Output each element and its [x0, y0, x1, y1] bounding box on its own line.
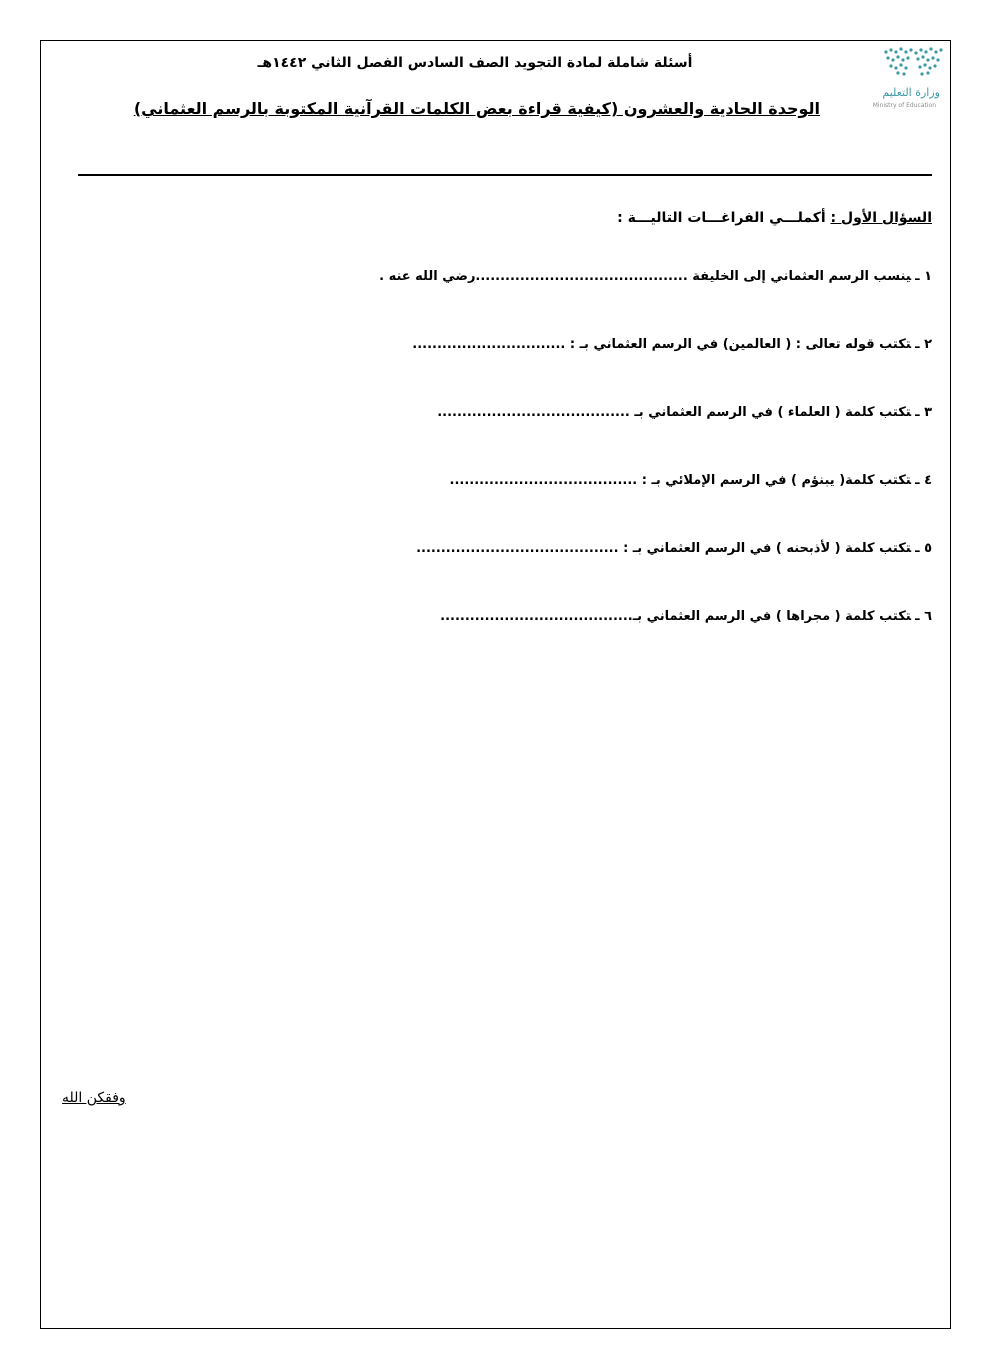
item-number: ٦ ـ: [915, 609, 932, 624]
question-text: أكملـــي الفراغـــات التاليـــة :: [617, 210, 826, 226]
page-border: [40, 40, 951, 1329]
question-item-3: [437, 405, 932, 420]
ministry-logo: [852, 46, 944, 108]
header-divider: [78, 174, 932, 176]
question-item-6: [440, 609, 932, 624]
item-text: ينسب الرسم العثماني إلى الخليفة ...........................................رضي الله عنه .: [379, 269, 912, 284]
item-text: تكتب قوله تعالى : ( العالمين) في الرسم العثماني بـ : ...............................: [412, 337, 912, 352]
item-number: ٤ ـ: [915, 473, 932, 488]
item-number: ٥ ـ: [915, 541, 932, 556]
item-number: ٣ ـ: [915, 405, 932, 420]
item-number: ١ ـ: [915, 269, 932, 284]
page-title: أسئلة شاملة لمادة التجويد الصف السادس الفصل الثاني ١٤٤٢هـ: [257, 55, 693, 71]
item-text: تكتب كلمة ( لأذبحنه ) في الرسم العثماني بـ : .........................................: [416, 541, 912, 556]
item-text: تكتب كلمة ( مجراها ) في الرسم العثماني بـ.......................................: [440, 609, 912, 624]
item-text: تكتب كلمة( يبنؤم ) في الرسم الإملائي بـ : ......................................: [449, 473, 912, 488]
question-item-1: [379, 269, 932, 284]
question-item-5: [416, 541, 932, 556]
item-text: تكتب كلمة ( العلماء ) في الرسم العثماني بـ .......................................: [437, 405, 912, 420]
question-item-2: [412, 337, 932, 352]
closing-note: وفقكن الله: [62, 1090, 126, 1106]
question-item-4: [450, 473, 932, 488]
item-number: ٢ ـ: [915, 337, 932, 352]
ministry-logo-subtext: Ministry of Education: [872, 102, 936, 109]
ministry-logo-text: وزارة التعليم: [882, 86, 940, 99]
question-label: السؤال الأول :: [830, 210, 932, 226]
unit-subtitle: الوحدة الحادية والعشرون (كيفية قراءة بعض الكلمات القرآنية المكتوبة بالرسم العثماني): [133, 99, 820, 118]
question-heading: [617, 210, 932, 226]
ministry-logo-icon: [882, 46, 944, 76]
